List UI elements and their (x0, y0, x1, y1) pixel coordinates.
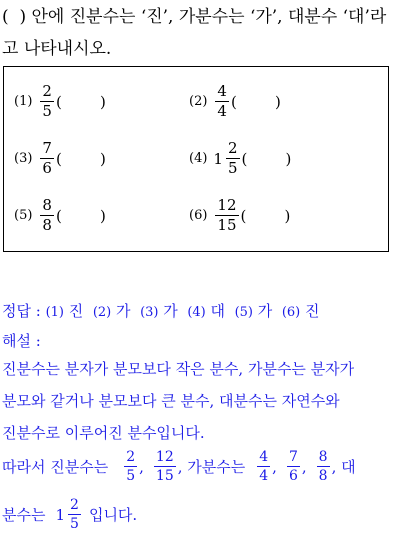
question-line-2: 고 나타내시오. (2, 39, 112, 59)
problem-item-5 (14, 198, 106, 233)
answer-num-6: (6) (281, 305, 301, 320)
item-number: (5) (14, 208, 33, 223)
improper-fraction-2 (287, 450, 300, 483)
whole-number: 1 (213, 149, 223, 168)
line4-mid: , 가분수는 (177, 458, 246, 476)
problem-box (3, 66, 389, 252)
proper-fraction-1 (124, 450, 137, 483)
problem-item-4 (189, 141, 291, 176)
line4-suffix: , 대 (331, 458, 356, 476)
answer-blank[interactable]: ( ) (241, 149, 292, 168)
answer-blank[interactable]: ( ) (230, 92, 281, 111)
denominator: 4 (217, 102, 227, 120)
comma: , (301, 457, 307, 476)
problem-item-1 (14, 84, 106, 119)
answer-line (2, 300, 320, 321)
numerator: 2 (227, 139, 238, 157)
explanation-line-2: 분모와 같거나 분모보다 큰 분수, 대분수는 자연수와 (2, 392, 340, 410)
denominator: 5 (227, 159, 238, 177)
denominator: 15 (217, 216, 237, 234)
question-line-1: ( ) 안에 진분수는 ‘진’, 가분수는 ‘가’, 대분수 ‘대’라 (2, 7, 387, 27)
item-number: (3) (14, 151, 33, 166)
denominator: 8 (42, 216, 52, 234)
numerator: 8 (318, 449, 328, 465)
denominator: 5 (42, 102, 52, 120)
denominator: 8 (318, 468, 328, 484)
numerator: 4 (259, 449, 269, 465)
numerator: 7 (42, 139, 52, 157)
denominator: 5 (70, 516, 79, 532)
answer-blank[interactable]: ( ) (55, 206, 106, 225)
answer-blank[interactable]: ( ) (55, 149, 106, 168)
explanation-line-3: 진분수로 이루어진 분수입니다. (2, 424, 205, 442)
answer-label: 정답 : (2, 302, 41, 320)
improper-fraction-3 (317, 450, 330, 483)
fraction (40, 198, 54, 233)
denominator: 6 (42, 159, 52, 177)
item-number: (4) (189, 151, 208, 166)
numerator: 2 (42, 82, 52, 100)
numerator: 2 (126, 449, 136, 465)
fraction (215, 198, 238, 233)
denominator: 4 (259, 468, 269, 484)
numerator: 8 (42, 196, 52, 214)
answer-num-4: (4) (187, 305, 206, 320)
numerator: 2 (70, 497, 79, 513)
problem-item-6 (189, 198, 290, 233)
line5-prefix: 분수는 (2, 506, 46, 524)
answer-value-4: 대 (210, 302, 226, 320)
answer-value-6: 진 (305, 302, 320, 320)
denominator: 15 (155, 468, 174, 484)
answer-value-1: 진 (68, 302, 84, 320)
line5-suffix: 입니다. (88, 506, 138, 524)
fraction (40, 84, 54, 119)
mixed-fraction (68, 498, 81, 531)
answer-num-3: (3) (140, 305, 159, 320)
problem-item-2 (189, 84, 281, 119)
fraction (215, 84, 229, 119)
answer-value-2: 가 (116, 302, 131, 320)
item-number: (1) (14, 94, 33, 109)
comma: , (272, 457, 277, 476)
answer-blank[interactable]: ( ) (240, 206, 291, 225)
mixed-whole: 1 (55, 505, 66, 524)
explanation-line-4 (2, 450, 356, 483)
improper-fraction-1 (257, 450, 270, 483)
item-number: (2) (189, 94, 208, 109)
explanation-label: 해설 : (2, 332, 41, 350)
denominator: 5 (126, 468, 136, 484)
explanation-line-1: 진분수는 분자가 분모보다 작은 분수, 가분수는 분자가 (2, 360, 355, 378)
answer-num-2: (2) (92, 305, 112, 320)
answer-value-5: 가 (257, 302, 273, 320)
answer-value-3: 가 (163, 302, 178, 320)
proper-fraction-2 (154, 450, 176, 483)
numerator: 12 (217, 196, 237, 214)
comma: , (139, 457, 144, 476)
numerator: 12 (155, 449, 174, 465)
fraction (226, 141, 240, 176)
denominator: 6 (288, 468, 298, 484)
numerator: 4 (217, 82, 227, 100)
line4-prefix: 따라서 진분수는 (2, 458, 109, 476)
fraction (40, 141, 54, 176)
answer-blank[interactable]: ( ) (55, 92, 106, 111)
item-number: (6) (189, 208, 208, 223)
problem-item-3 (14, 141, 106, 176)
answer-num-5: (5) (234, 305, 254, 320)
numerator: 7 (288, 449, 298, 465)
explanation-line-5 (2, 498, 137, 531)
answer-num-1: (1) (45, 305, 65, 320)
